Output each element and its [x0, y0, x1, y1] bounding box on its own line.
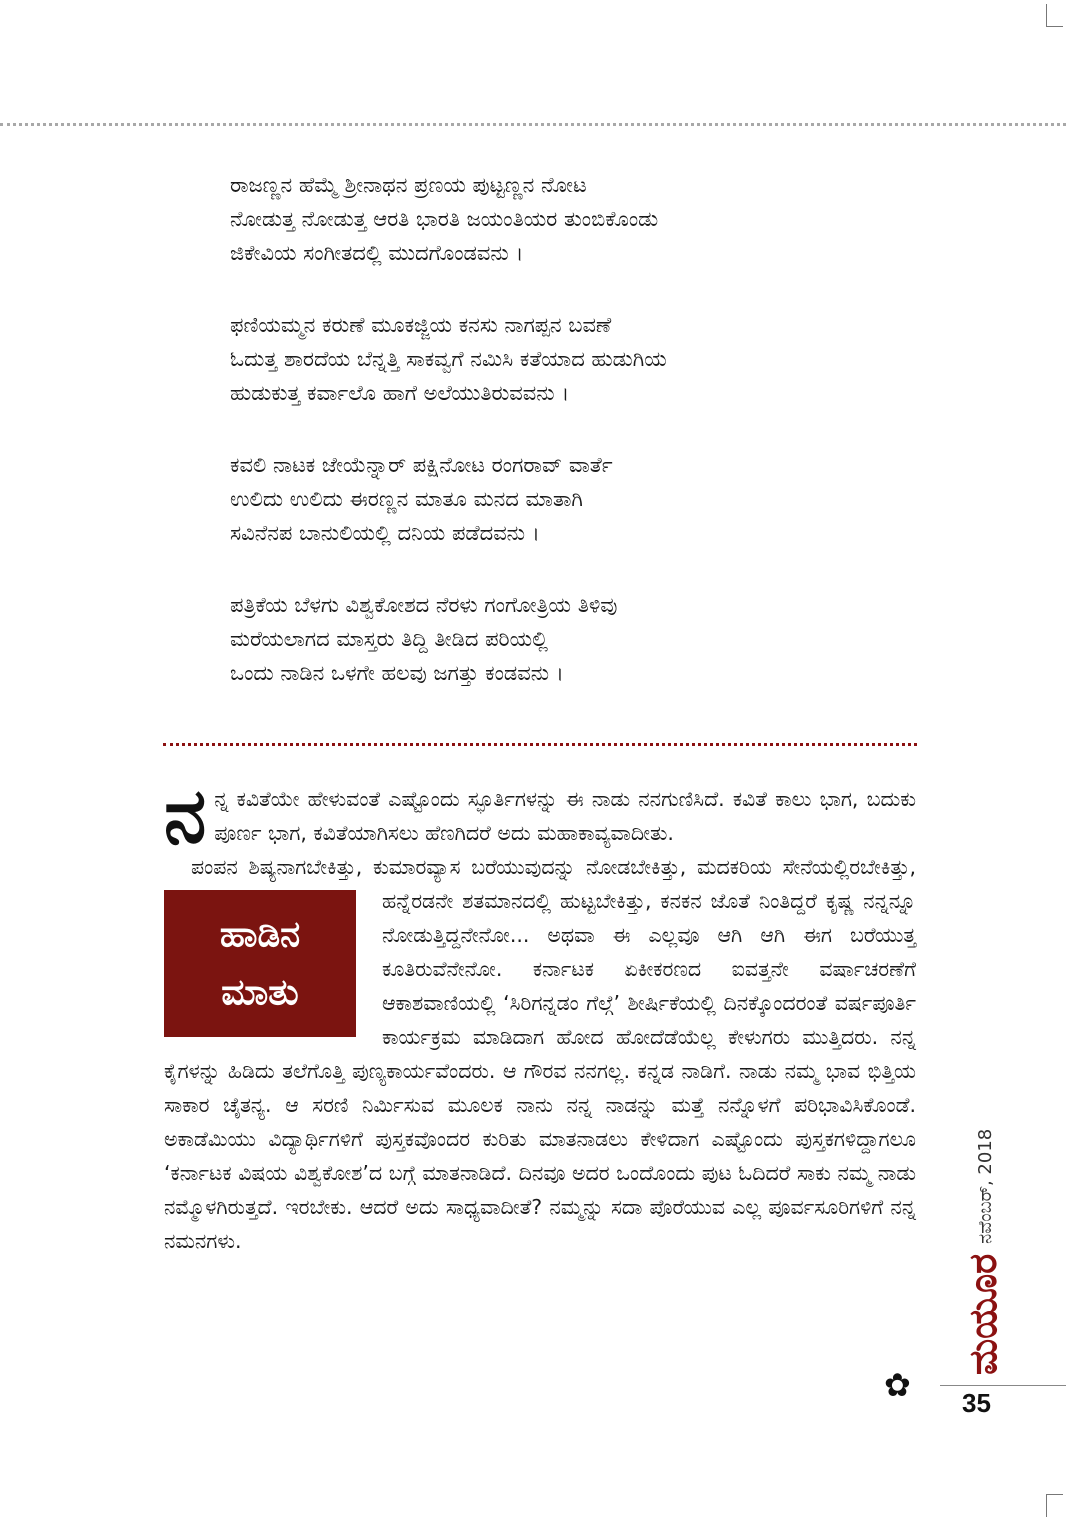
- poem-line: ಒಂದು ನಾಡಿನ ಒಳಗೇ ಹಲವು ಜಗತ್ತು ಕಂಡವನು ।: [230, 661, 564, 685]
- page-number-rule: [940, 1385, 1066, 1386]
- issue-date: ನವೆಂಬರ್, 2018: [975, 1128, 996, 1244]
- poem-stanza-4: [230, 588, 870, 690]
- poem-line: ನೋಡುತ್ತ ನೋಡುತ್ತ ಆರತಿ ಭಾರತಿ ಜಯಂತಿಯರ ತುಂಬಿಕೊಂಡು: [230, 207, 659, 231]
- poem-line: ರಾಜಣ್ಣನ ಹೆಮ್ಮೆ ಶ್ರೀನಾಥನ ಪ್ರಣಯ ಪುಟ್ಟಣ್ಣನ ನೋಟ: [230, 173, 587, 197]
- poem-line: ಮರೆಯಲಾಗದ ಮಾಸ್ತರು ತಿದ್ದಿ ತೀಡಿದ ಪರಿಯಲ್ಲಿ: [230, 627, 548, 651]
- poem-stanza-1: [230, 168, 870, 270]
- pull-quote-box: [164, 890, 356, 1037]
- paragraph-1: [164, 771, 916, 860]
- crop-mark-bottom-right: [1046, 1494, 1063, 1517]
- poem: [230, 168, 870, 728]
- page-number: 35: [962, 1388, 991, 1418]
- poem-line: ಫಣಿಯಮ್ಮನ ಕರುಣೆ ಮೂಕಜ್ಜಿಯ ಕನಸು ನಾಗಪ್ಪನ ಬವಣೆ: [230, 313, 612, 337]
- drop-cap: ನ: [164, 771, 207, 860]
- magazine-logo: ಮಯೂರ: [961, 1253, 1005, 1375]
- section-dotted-rule: [163, 743, 917, 746]
- poem-line: ಕವಲಿ ನಾಟಕ ಜೇಯೆನ್ನಾರ್ ಪಕ್ಷಿನೋಟ ರಂಗರಾವ್ ವಾರ್ತೆ: [230, 453, 613, 477]
- crop-mark-top-right: [1046, 4, 1063, 27]
- flower-ornament-icon: ✿: [884, 1366, 911, 1404]
- poem-line: ಸವಿನೆನಪ ಬಾನುಲಿಯಲ್ಲಿ ದನಿಯ ಪಡೆದವನು ।: [230, 521, 540, 545]
- poem-line: ಜಿಕೇವಿಯ ಸಂಗೀತದಲ್ಲಿ ಮುದಗೊಂಡವನು ।: [230, 241, 524, 265]
- top-dotted-rule: [0, 123, 1066, 126]
- poem-line: ಹುಡುಕುತ್ತ ಕರ್ವಾಲೊ ಹಾಗೆ ಅಲೆಯುತಿರುವವನು ।: [230, 381, 570, 405]
- pull-quote-spacer: [164, 850, 165, 890]
- poem-line: ಓದುತ್ತ ಶಾರದೆಯ ಬೆನ್ನತ್ತಿ ಸಾಕವ್ವಗೆ ನಮಿಸಿ ಕತೆಯಾದ ಹುಡುಗಿಯ: [230, 347, 667, 371]
- paragraph-2: ಪಂಪನ ಶಿಷ್ಯನಾಗಬೇಕಿತ್ತು, ಕುಮಾರವ್ಯಾಸ ಬರೆಯುವುದನ್ನು ನೋಡಬೇಕಿತ್ತು, ಮದಕರಿಯ ಸೇನೆಯಲ್ಲಿರಬೇಕಿತ್ತು, ಹನ್ನೆರಡನೇ ಶತಮಾನದಲ್ಲಿ ಹುಟ್ಟಬೇಕಿತ್ತು, ಕನಕನ ಜೊತೆ ನಿಂತಿದ್ದರೆ ಕೃಷ್ಣ ನನ್ನನ್ನೂ ನೋಡುತ್ತಿದ್ದನೇನೋ... ಅಥವಾ ಈ ಎಲ್ಲವೂ ಆಗಿ ಆಗಿ ಈಗ ಬರೆಯುತ್ತ ಕೂತಿರುವೆನೇನೋ. ಕರ್ನಾಟಕ ಏಕೀಕರಣದ ಐವತ್ತನೇ ವರ್ಷಾಚರಣೆಗೆ ಆಕಾಶವಾಣಿಯಲ್ಲಿ ‘ಸಿರಿಗನ್ನಡಂ ಗೆಲ್ಗೆ’ ಶೀರ್ಷಿಕೆಯಲ್ಲಿ ದಿನಕ್ಕೊಂದರಂತೆ ವರ್ಷಪೂರ್ತಿ ಕಾರ್ಯಕ್ರಮ ಮಾಡಿದಾಗ ಹೋದ ಹೋದೆಡೆಯೆಲ್ಲ ಕೇಳುಗರು ಮುತ್ತಿದರು. ನನ್ನ ಕೈಗಳನ್ನು ಹಿಡಿದು ತಲೆಗೊತ್ತಿ ಪುಣ್ಯಕಾರ್ಯವೆಂದರು. ಆ ಗೌರವ ನನಗಲ್ಲ. ಕನ್ನಡ ನಾಡಿಗೆ. ನಾಡು ನಮ್ಮ ಭಾವ ಭಿತ್ತಿಯ ಸಾಕಾರ ಚೈತನ್ಯ. ಆ ಸರಣಿ ನಿರ್ಮಿಸುವ ಮೂಲಕ ನಾನು ನನ್ನ ನಾಡನ್ನು ಮತ್ತೆ ನನ್ನೊಳಗೆ ಪರಿಭಾವಿಸಿಕೊಂಡೆ. ಅಕಾಡೆಮಿಯು ವಿದ್ಯಾರ್ಥಿಗಳಿಗೆ ಪುಸ್ತಕವೊಂದರ ಕುರಿತು ಮಾತನಾಡಲು ಕೇಳಿದಾಗ ಎಷ್ಟೊಂದು ಪುಸ್ತಕಗಳಿದ್ದಾಗಲೂ ‘ಕರ್ನಾಟಕ ವಿಷಯ ವಿಶ್ವಕೋಶ’ದ ಬಗ್ಗೆ ಮಾತನಾಡಿದೆ. ದಿನವೂ ಅದರ ಒಂದೊಂದು ಪುಟ ಓದಿದರೆ ಸಾಕು ನಮ್ಮ ನಾಡು ನಮ್ಮೊಳಗಿರುತ್ತದೆ. ಇರಬೇಕು. ಆದರೆ ಅದು ಸಾಧ್ಯವಾದೀತೆ? ನಮ್ಮನ್ನು ಸದಾ ಪೊರೆಯುವ ಎಲ್ಲ ಪೂರ್ವಸೂರಿಗಳಿಗೆ ನನ್ನ ನಮನಗಳು.: [164, 855, 916, 1253]
- pull-quote-line-1: ಹಾಡಿನ: [219, 913, 301, 955]
- poem-stanza-2: [230, 308, 870, 410]
- paragraph-1-text: ನ್ನ ಕವಿತೆಯೇ ಹೇಳುವಂತೆ ಎಷ್ಟೊಂದು ಸ್ಫೂರ್ತಿಗಳನ್ನು ಈ ನಾಡು ನನಗುಣಿಸಿದೆ. ಕವಿತೆ ಕಾಲು ಭಾಗ, ಬದುಕು ಪೂರ್ಣ ಭಾಗ, ಕವಿತೆಯಾಗಿಸಲು ಹೆಣಗಿದರೆ ಅದು ಮಹಾಕಾವ್ಯವಾದೀತು.: [214, 787, 916, 845]
- magazine-spine: [962, 1095, 1004, 1375]
- article-body: [164, 771, 916, 1258]
- poem-line: ಪತ್ರಿಕೆಯ ಬೆಳಗು ವಿಶ್ವಕೋಶದ ನೆರಳು ಗಂಗೋತ್ರಿಯ ತಿಳಿವು: [230, 593, 618, 617]
- pull-quote-line-2: ಮಾತು: [221, 971, 299, 1013]
- spine-text: [962, 1095, 1004, 1375]
- poem-stanza-3: [230, 448, 870, 550]
- poem-line: ಉಲಿದು ಉಲಿದು ಈರಣ್ಣನ ಮಾತೂ ಮನದ ಮಾತಾಗಿ: [230, 487, 583, 511]
